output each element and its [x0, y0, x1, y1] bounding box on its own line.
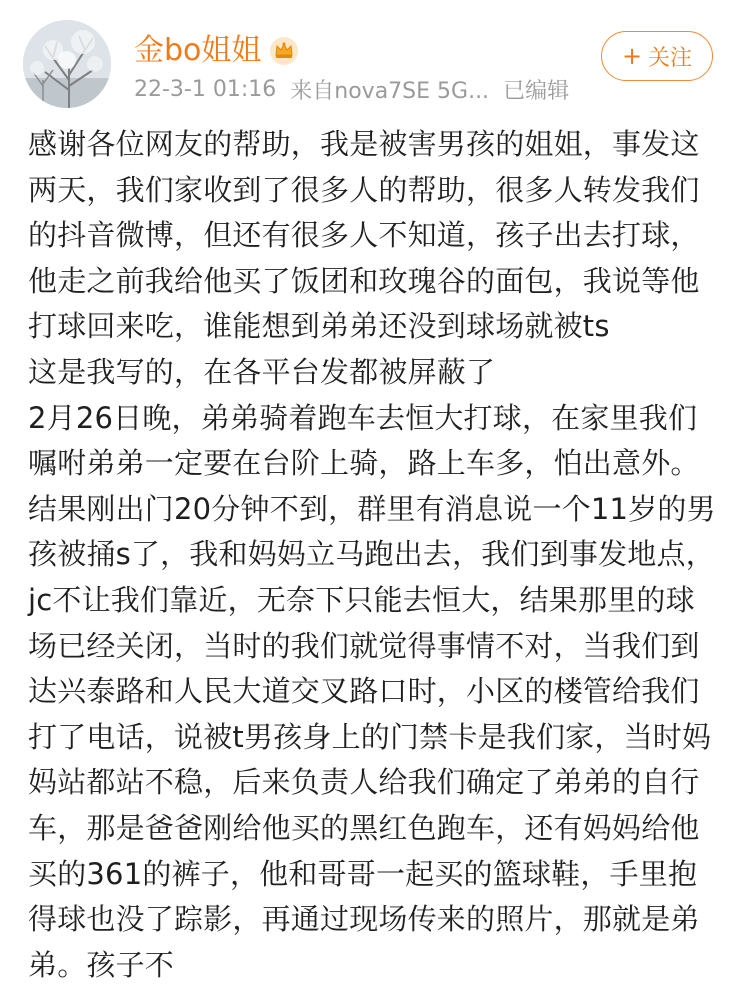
crown-icon[interactable]	[269, 36, 299, 66]
post-content	[28, 122, 718, 988]
plus-icon: +	[621, 42, 643, 70]
post-paragraph: 这是我写的，在各平台发都被屏蔽了	[28, 354, 496, 389]
post-paragraph: 感谢各位网友的帮助，我是被害男孩的姐姐，事发这两天，我们家收到了很多人的帮助，很多人转发我们的抖音微博，但还有很多人不知道，孩子出去打球，他走之前我给他买了饭团和玫瑰谷的面包，我说等他打球回来吃，谁能想到弟弟还没到球场就被ts	[28, 127, 700, 344]
follow-label: 关注	[648, 45, 693, 71]
post-header	[0, 0, 739, 118]
post-source[interactable]: 来自nova7SE 5G...	[290, 78, 490, 104]
user-name-row	[134, 30, 299, 72]
edited-label[interactable]: 已编辑	[503, 78, 570, 104]
follow-button[interactable]	[601, 31, 713, 81]
user-name[interactable]: 金bo姐姐	[134, 33, 262, 68]
avatar-image	[23, 20, 111, 108]
avatar[interactable]	[23, 20, 111, 108]
post-paragraph: 2月26日晚，弟弟骑着跑车去恒大打球，在家里我们嘱咐弟弟一定要在台阶上骑，路上车多，怕出意外。结果刚出门20分钟不到，群里有消息说一个11岁的男孩被捅s了，我和妈妈立马跑出去，我们到事发地点，jc不让我们靠近，无奈下只能去恒大，结果那里的球场已经关闭，当时的我们就觉得事情不对，当我们到达兴泰路和人民大道交叉路口时，小区的楼管给我们打了电话，说被t男孩身上的门禁卡是我们家，当时妈妈站都站不稳，后来负责人给我们确定了弟弟的自行车，那是爸爸刚给他买的黑红色跑车，还有妈妈给他买的361的裤子，他和哥哥一起买的篮球鞋，手里抱得球也没了踪影，再通过现场传来的照片，那就是弟弟。孩子不	[28, 400, 716, 982]
post-time: 22-3-1 01:16	[134, 76, 277, 102]
post-meta	[134, 74, 583, 104]
